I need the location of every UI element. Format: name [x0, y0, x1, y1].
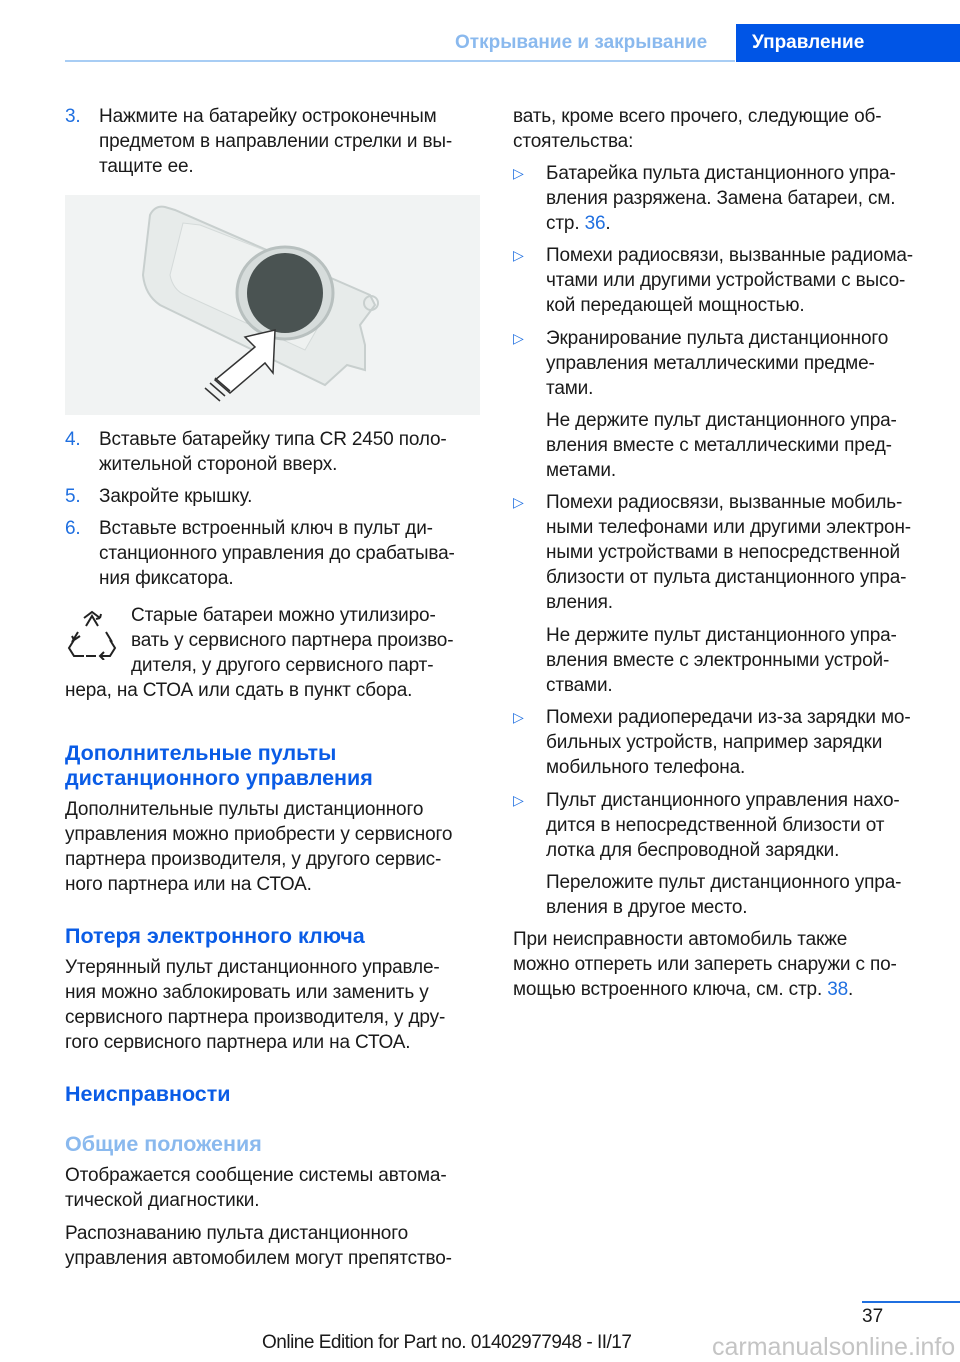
step-text: Вставьте встроенный ключ в пульт ди- станционного управления до срабатыва- ния фиксатора.: [99, 518, 455, 589]
step-number: 5.: [65, 486, 81, 507]
section-heading: Потеря электронного ключа: [65, 924, 365, 948]
bullet-triangle-icon: ▷: [513, 330, 524, 346]
paragraph: Отображается сообщение системы автома- тической диагностики.: [65, 1165, 447, 1211]
paragraph: Распознаванию пульта дистанционного управления автомобилем могут препятство-: [65, 1223, 452, 1269]
bullet-triangle-icon: ▷: [513, 709, 524, 725]
step-number: 3.: [65, 106, 81, 127]
bullet-item: [546, 161, 946, 236]
header-section-title: Открывание и закрывание: [455, 32, 708, 53]
bullet-item: Пульт дистанционного управления нахо- дится в непосредственной близости от лотка для беспроводной зарядки.: [546, 790, 900, 861]
bullet-text: Батарейка пульта дистанционного упра- вления разряжена. Замена батареи, см. стр.: [546, 163, 896, 234]
bullet-item: Помехи радиопередачи из-за зарядки мо- бильных устройств, например зарядки мобильного телефона.: [546, 707, 911, 778]
header-chapter-tab: [736, 24, 960, 62]
step-number: 4.: [65, 429, 81, 450]
bullet-triangle-icon: ▷: [513, 165, 524, 181]
paragraph-text: При неисправности автомобиль также можно отпереть или запереть снаружи с по- мощью встроенного ключа, см. стр.: [513, 929, 897, 1000]
edition-footer: Online Edition for Part no. 01402977948 - II/17: [262, 1332, 632, 1353]
step-number: 6.: [65, 518, 81, 539]
step-text: Нажмите на батарейку остроконечным предметом в направлении стрелки и вы- тащите ее.: [99, 106, 453, 177]
page-link[interactable]: 36: [584, 213, 606, 234]
page-link[interactable]: 38: [827, 979, 849, 1000]
bullet-note: Переложите пульт дистанционного упра- вления в другое место.: [546, 872, 902, 918]
bullet-item: Помехи радиосвязи, вызванные мобиль- ными телефонами или другими электрон- ными устройствами в непосредственной близости от пульта дистанционного упра- вления.: [546, 492, 911, 613]
paragraph: [513, 927, 943, 1002]
punctuation: .: [605, 213, 611, 234]
watermark: carmanualsonline.info: [712, 1333, 956, 1361]
bullet-triangle-icon: ▷: [513, 494, 524, 510]
footer-divider: [862, 1301, 960, 1303]
step-text: Закройте крышку.: [99, 486, 253, 507]
bullet-note: Не держите пульт дистанционного упра- вления вместе с электронными устрой- ствами.: [546, 625, 897, 696]
section-heading: Дополнительные пульты дистанционного управления: [65, 741, 373, 790]
bullet-triangle-icon: ▷: [513, 247, 524, 263]
section-text: Дополнительные пульты дистанционного управления можно приобрести у сервисного партнера производителя, у другого сервис- ного партнера или на СТОА.: [65, 799, 453, 895]
recycle-note: Старые батареи можно утилизиро- вать у сервисного партнера произво- дителя, у другого сервисного парт-: [131, 605, 454, 676]
punctuation: .: [848, 979, 854, 1000]
paragraph: вать, кроме всего прочего, следующие об- стоятельства:: [513, 106, 882, 152]
bullet-triangle-icon: ▷: [513, 792, 524, 808]
bullet-item: Помехи радиосвязи, вызванные радиома- чтами или другими устройствами с высо- кой передающей мощностью.: [546, 245, 913, 316]
subsection-heading: Общие положения: [65, 1132, 262, 1156]
section-text: Утерянный пульт дистанционного управле- ния можно заблокировать или заменить у сервисного партнера производителя, у дру- гого сервисного партнера или на СТОА.: [65, 957, 446, 1053]
recycle-note-continued: нера, на СТОА или сдать в пункт сбора.: [65, 680, 413, 701]
bullet-note: Не держите пульт дистанционного упра- вления вместе с металлическими пред- метами.: [546, 410, 897, 481]
bullet-item: Экранирование пульта дистанционного управления металлическими предме- тами.: [546, 328, 889, 399]
step-text: Вставьте батарейку типа CR 2450 поло- жительной стороной вверх.: [99, 429, 447, 475]
section-heading: Неисправности: [65, 1082, 231, 1106]
page-number: 37: [862, 1306, 884, 1327]
key-battery-figure: [65, 195, 480, 415]
recycle-icon: [66, 610, 118, 660]
chapter-label: Управление: [752, 32, 865, 53]
header-divider: [65, 60, 735, 62]
